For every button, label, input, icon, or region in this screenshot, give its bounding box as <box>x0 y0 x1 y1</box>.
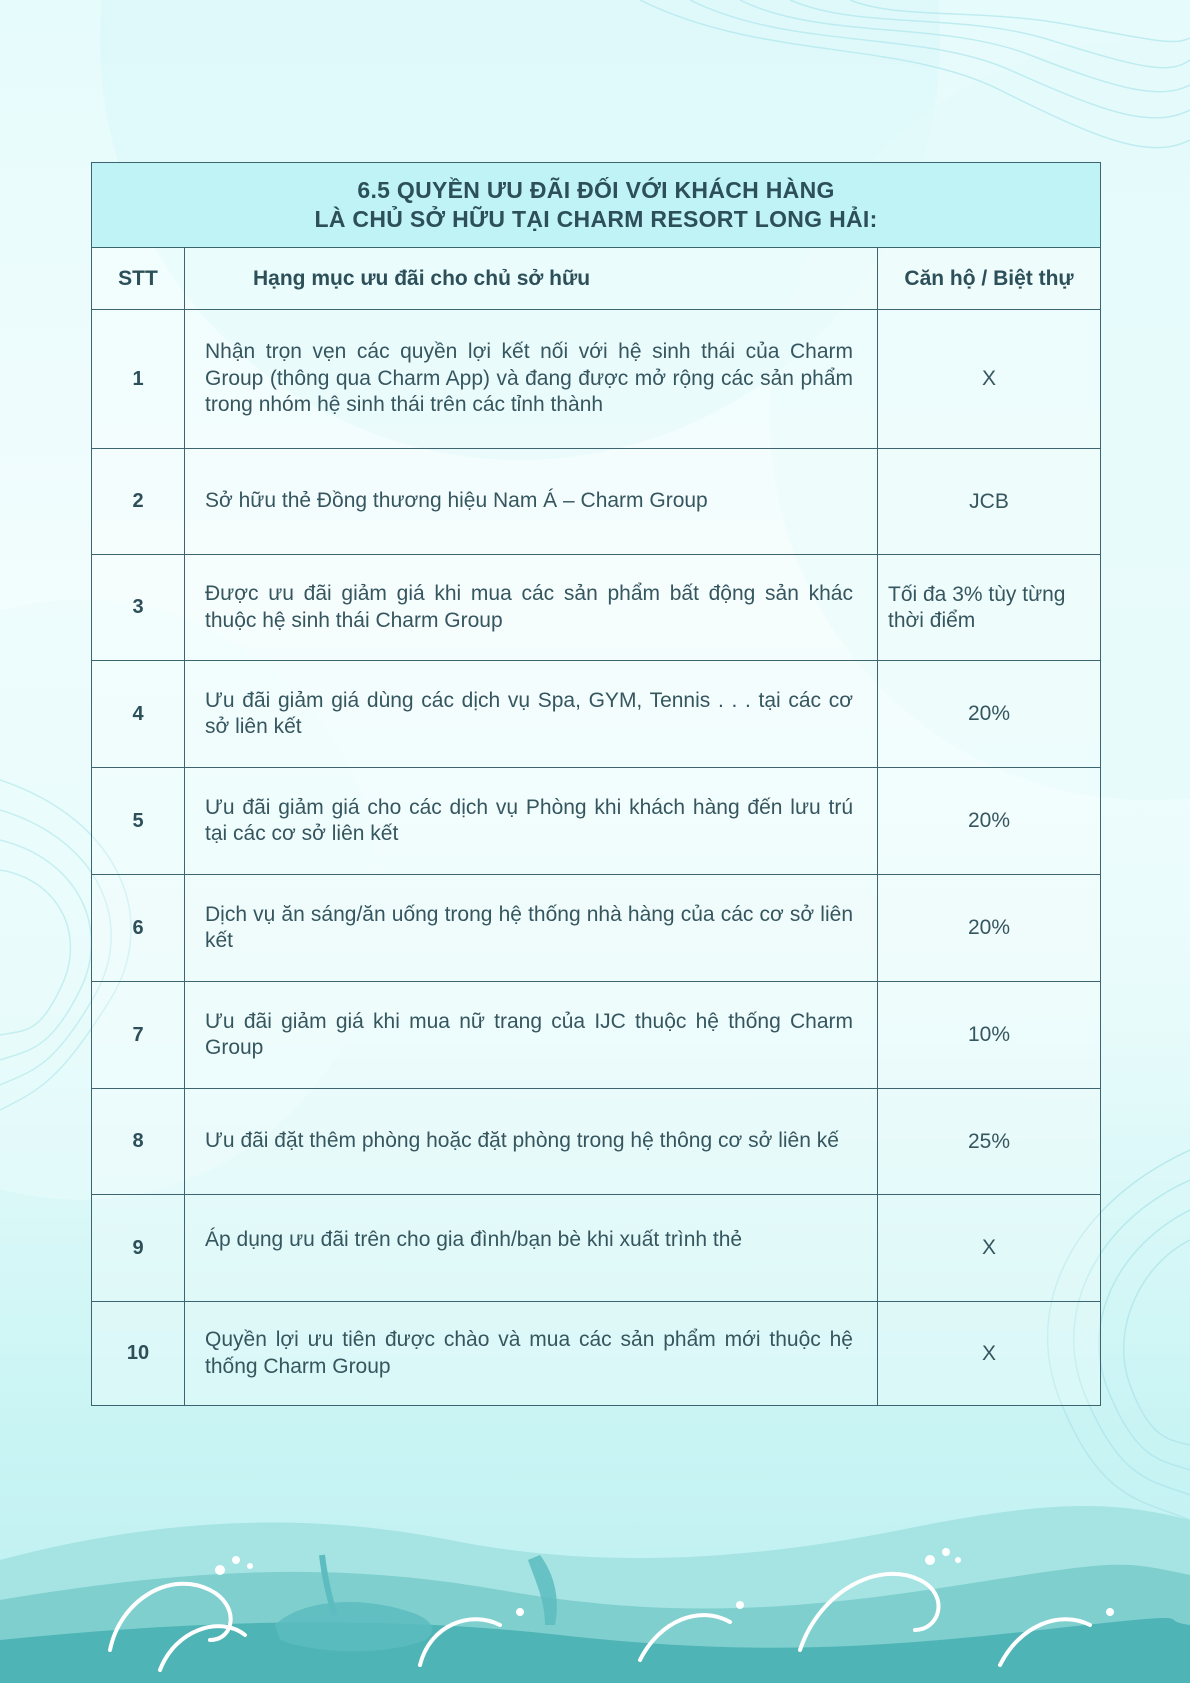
table-row <box>92 768 1101 875</box>
row-item-text: Ưu đãi giảm giá cho các dịch vụ Phòng khi khách hàng đến lưu trú tại các cơ sở liên kết <box>205 795 853 845</box>
table-row <box>92 1302 1101 1406</box>
table-row <box>92 875 1101 982</box>
row-item-text: Quyền lợi ưu tiên được chào và mua các sản phẩm mới thuộc hệ thống Charm Group <box>205 1328 853 1378</box>
row-stt: 9 <box>92 1195 185 1302</box>
row-value: X <box>878 310 1101 449</box>
row-item <box>185 768 878 875</box>
row-stt: 4 <box>92 661 185 768</box>
row-item <box>185 875 878 982</box>
row-value: 20% <box>878 661 1101 768</box>
table-row <box>92 449 1101 555</box>
header-stt: STT <box>92 248 185 310</box>
row-value: 20% <box>878 768 1101 875</box>
table-row <box>92 1089 1101 1195</box>
row-value: 20% <box>878 875 1101 982</box>
row-stt: 3 <box>92 555 185 661</box>
row-item <box>185 449 878 555</box>
header-item: Hạng mục ưu đãi cho chủ sở hữu <box>185 248 878 310</box>
row-stt: 8 <box>92 1089 185 1195</box>
table-row <box>92 555 1101 661</box>
row-item <box>185 1195 878 1302</box>
row-item-text: Được ưu đãi giảm giá khi mua các sản phẩm bất động sản khác thuộc hệ sinh thái Charm Group <box>205 582 853 632</box>
row-item <box>185 1302 878 1406</box>
table-header-row <box>92 248 1101 310</box>
row-stt: 2 <box>92 449 185 555</box>
row-item <box>185 661 878 768</box>
table-row <box>92 982 1101 1089</box>
row-item-text: Ưu đãi đặt thêm phòng hoặc đặt phòng trong hệ thông cơ sở liên kế <box>205 1129 839 1153</box>
row-item <box>185 1089 878 1195</box>
table-row <box>92 661 1101 768</box>
table-title-row <box>92 163 1101 248</box>
row-item <box>185 310 878 449</box>
row-value: X <box>878 1195 1101 1302</box>
row-item-text: Ưu đãi giảm giá khi mua nữ trang của IJC thuộc hệ thống Charm Group <box>205 1009 853 1059</box>
row-value: 25% <box>878 1089 1101 1195</box>
row-stt: 10 <box>92 1302 185 1406</box>
row-item-text: Nhận trọn vẹn các quyền lợi kết nối với hệ sinh thái của Charm Group (thông qua Charm App) và đang được mở rộng các sản phẩm trong nhóm hệ sinh thái trên các tỉnh thành <box>205 340 853 417</box>
benefits-table <box>91 162 1101 1406</box>
header-value: Căn hộ / Biệt thự <box>878 248 1101 310</box>
row-item-text: Ưu đãi giảm giá dùng các dịch vụ Spa, GYM, Tennis . . . tại các cơ sở liên kết <box>205 688 853 738</box>
row-stt: 7 <box>92 982 185 1089</box>
row-value: 10% <box>878 982 1101 1089</box>
table-title <box>92 163 1101 248</box>
row-value: X <box>878 1302 1101 1406</box>
table-row <box>92 310 1101 449</box>
table-title-line-1: 6.5 QUYỀN ƯU ĐÃI ĐỐI VỚI KHÁCH HÀNG <box>357 177 835 203</box>
row-item <box>185 555 878 661</box>
row-stt: 6 <box>92 875 185 982</box>
row-item-text: Dịch vụ ăn sáng/ăn uống trong hệ thống nhà hàng của các cơ sở liên kết <box>205 902 853 952</box>
table-title-line-2: LÀ CHỦ SỞ HỮU TẠI CHARM RESORT LONG HẢI: <box>314 206 878 232</box>
row-value: Tối đa 3% tùy từng thời điểm <box>878 555 1101 661</box>
row-item <box>185 982 878 1089</box>
row-item-text: Áp dụng ưu đãi trên cho gia đình/bạn bè khi xuất trình thẻ <box>205 1228 743 1251</box>
row-item-text: Sở hữu thẻ Đồng thương hiệu Nam Á – Charm Group <box>205 489 708 513</box>
table-row <box>92 1195 1101 1302</box>
row-value: JCB <box>878 449 1101 555</box>
row-stt: 5 <box>92 768 185 875</box>
row-stt: 1 <box>92 310 185 449</box>
